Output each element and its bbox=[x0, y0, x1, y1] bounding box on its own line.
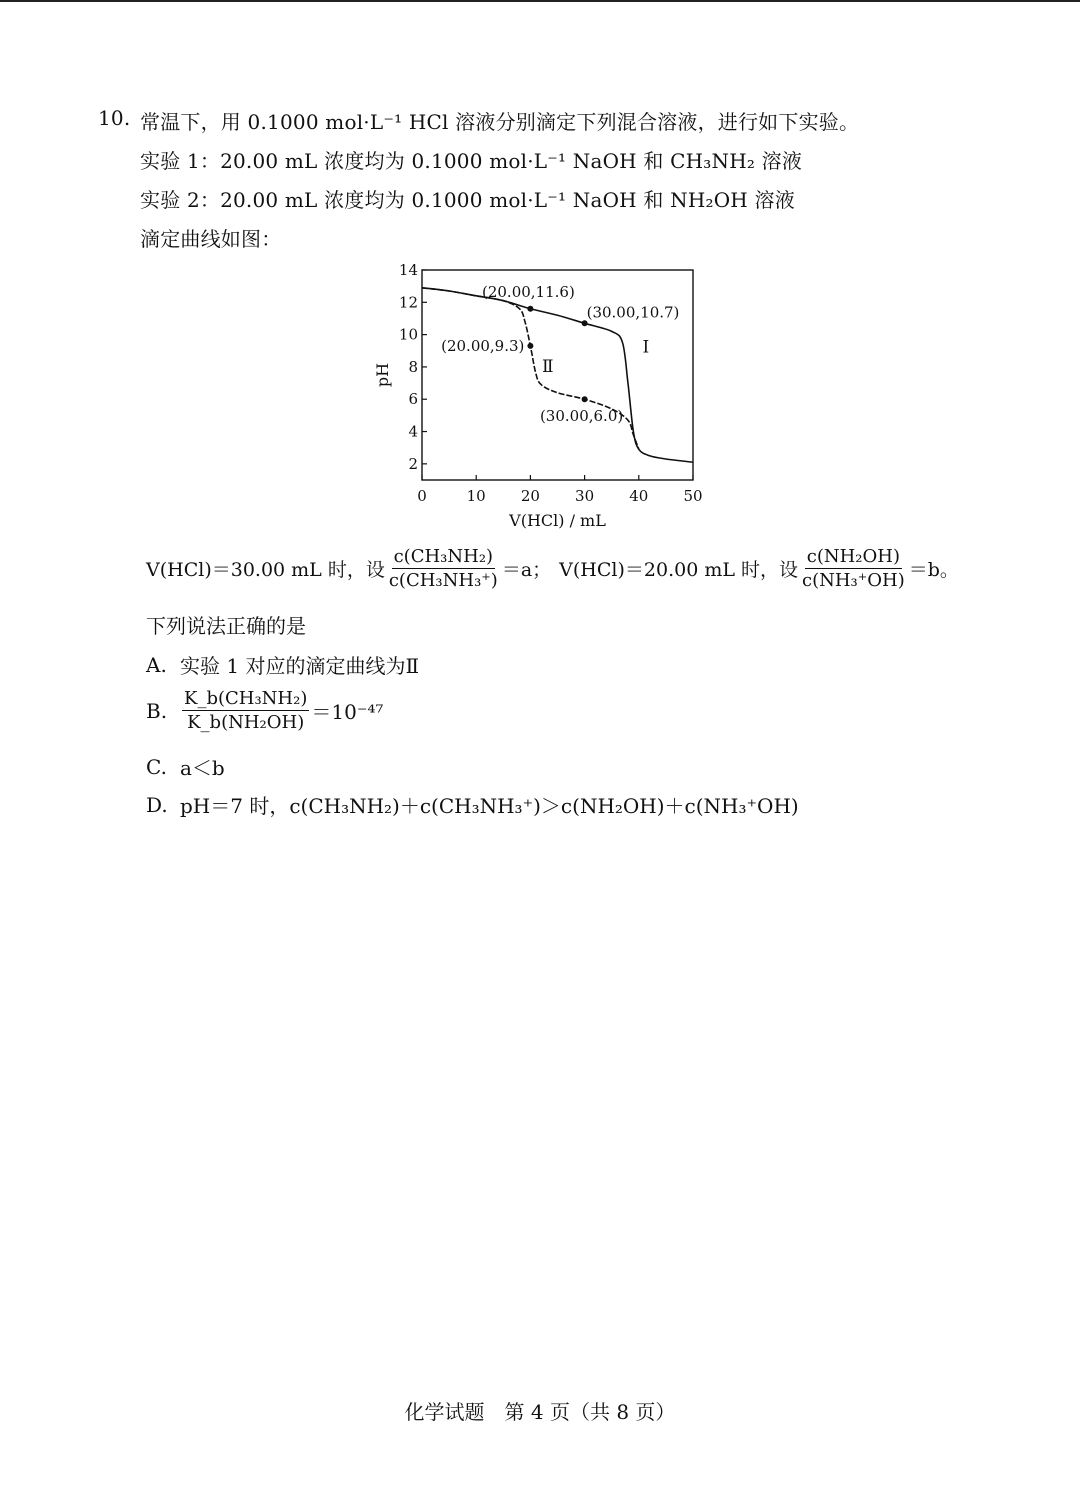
definition-part-1: V(HCl)＝30.00 mL 时，设 bbox=[146, 559, 385, 581]
option-b[interactable] bbox=[146, 688, 383, 733]
x-tick-label: 30 bbox=[575, 487, 595, 505]
point-annotation: (20.00,11.6) bbox=[481, 282, 575, 301]
ratio-a-fraction bbox=[387, 546, 500, 591]
ratio-a-denominator: c(CH₃NH₃⁺) bbox=[388, 570, 498, 591]
y-tick-label: 2 bbox=[408, 454, 418, 473]
chart-axes bbox=[422, 270, 693, 480]
point-annotation: (20.00,9.3) bbox=[441, 336, 525, 355]
point-annotation: (30.00,6.0) bbox=[539, 407, 624, 426]
option-a-text: 实验 1 对应的滴定曲线为Ⅱ bbox=[180, 654, 420, 678]
y-tick-label: 4 bbox=[408, 422, 418, 441]
data-point bbox=[582, 396, 588, 402]
page-footer: 化学试题 第 4 页（共 8 页） bbox=[404, 1400, 676, 1424]
y-axis-label: pH bbox=[373, 362, 392, 388]
data-point bbox=[527, 306, 533, 312]
question-prompt: 下列说法正确的是 bbox=[146, 614, 306, 638]
definition-line bbox=[146, 546, 959, 591]
option-c[interactable] bbox=[146, 752, 225, 781]
definition-part-3: V(HCl)＝20.00 mL 时，设 bbox=[559, 559, 798, 581]
option-c-text: a＜b bbox=[180, 756, 225, 780]
point-annotation: (30.00,10.7) bbox=[586, 303, 680, 322]
chart-points bbox=[527, 306, 587, 402]
option-d-text: pH＝7 时，c(CH₃NH₂)＋c(CH₃NH₃⁺)＞c(NH₂OH)＋c(NH₃⁺OH) bbox=[180, 794, 799, 818]
series-label-1: Ⅰ bbox=[642, 337, 650, 358]
x-tick-label: 0 bbox=[417, 487, 427, 505]
question-stem: 常温下，用 0.1000 mol·L⁻¹ HCl 溶液分别滴定下列混合溶液，进行如下实验。 bbox=[140, 110, 860, 134]
page-top-border bbox=[0, 0, 1080, 2]
ratio-b-numerator: c(NH₂OH) bbox=[806, 546, 900, 567]
option-c-label: C. bbox=[146, 754, 167, 779]
y-tick-label: 8 bbox=[408, 357, 418, 376]
option-b-rhs: ＝10⁻⁴⁷ bbox=[311, 700, 384, 724]
option-b-fraction bbox=[182, 688, 309, 733]
experiment-2: 实验 2：20.00 mL 浓度均为 0.1000 mol·L⁻¹ NaOH 和 NH₂OH 溶液 bbox=[140, 188, 795, 212]
x-tick-label: 40 bbox=[629, 487, 649, 505]
y-tick-label: 10 bbox=[398, 325, 418, 344]
y-tick-label: 6 bbox=[408, 390, 418, 409]
option-a[interactable] bbox=[146, 650, 419, 679]
definition-part-4: ＝b。 bbox=[908, 559, 959, 581]
experiment-1: 实验 1：20.00 mL 浓度均为 0.1000 mol·L⁻¹ NaOH 和 CH₃NH₂ 溶液 bbox=[140, 149, 803, 173]
option-b-label: B. bbox=[146, 698, 168, 723]
x-tick-label: 20 bbox=[520, 487, 540, 505]
ratio-a-numerator: c(CH₃NH₂) bbox=[393, 546, 494, 567]
x-tick-label: 10 bbox=[466, 487, 486, 505]
definition-part-2: ＝a； bbox=[501, 559, 552, 581]
titration-chart bbox=[360, 258, 720, 536]
curve-intro: 滴定曲线如图： bbox=[140, 227, 282, 251]
y-tick-label: 12 bbox=[398, 293, 418, 312]
option-b-denominator: K_b(NH₂OH) bbox=[187, 712, 305, 733]
x-tick-label: 50 bbox=[683, 487, 703, 505]
ratio-b-denominator: c(NH₃⁺OH) bbox=[802, 570, 905, 591]
plot-frame bbox=[422, 270, 693, 480]
option-d[interactable] bbox=[146, 790, 799, 819]
question-number: 10. bbox=[98, 106, 131, 130]
x-axis-label: V(HCl) / mL bbox=[509, 511, 606, 530]
ratio-b-fraction bbox=[800, 546, 907, 591]
option-b-numerator: K_b(CH₃NH₂) bbox=[184, 688, 308, 709]
option-a-label: A. bbox=[146, 652, 167, 677]
y-tick-label: 14 bbox=[398, 261, 418, 279]
option-d-label: D. bbox=[146, 792, 168, 817]
data-point bbox=[527, 343, 533, 349]
series-label-2: Ⅱ bbox=[541, 356, 554, 377]
